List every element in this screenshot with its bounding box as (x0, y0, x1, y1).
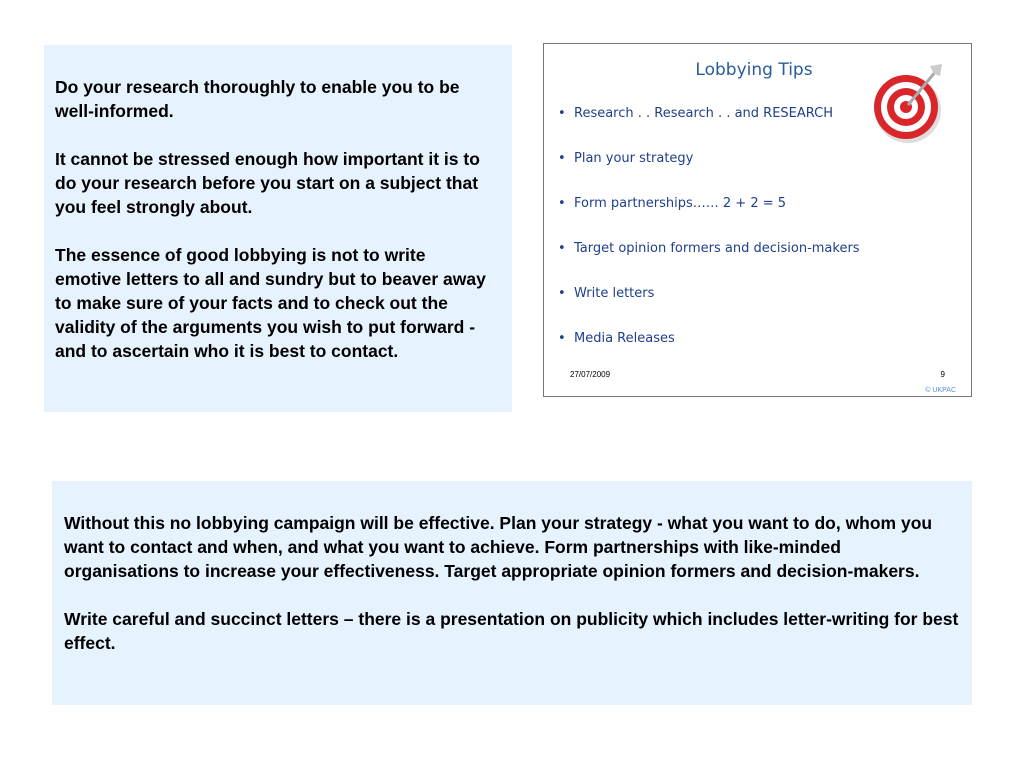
slide-bullet-list (558, 106, 860, 376)
slide-bullet-item: • Research . . Research . . and RESEARCH (558, 106, 834, 121)
target-icon (874, 62, 946, 144)
bottom-notes-box (52, 481, 972, 705)
slide-bullet-text: Media Releases (574, 331, 675, 346)
slide-bullet-text: Research . . Research . . and RESEARCH (574, 106, 834, 121)
left-paragraph-3: The essence of good lobbying is not to write emotive letters to all and sundry but to beaver away to make sure of your facts and to check out the validity of the arguments you wish to put forward - and to ascertain who it is best to contact. (55, 245, 486, 361)
slide-thumbnail (543, 43, 972, 397)
slide-bullet-item: • Form partnerships…… 2 + 2 = 5 (558, 196, 787, 211)
slide-bullet-text: Plan your strategy (574, 151, 694, 166)
slide-bullet-item: • Target opinion formers and decision-makers (558, 241, 860, 256)
slide-copyright: © UKPAC (925, 387, 956, 394)
left-notes-box (44, 45, 512, 412)
slide-title: Lobbying Tips (695, 60, 813, 80)
bottom-paragraph-1: Without this no lobbying campaign will be effective. Plan your strategy - what you want to do, whom you want to contact and when, and what you want to achieve. Form partnerships with like-minded organisations to increase your effectiveness. Target appropriate opinion formers and decision-makers. (64, 513, 933, 581)
slide-bullet-item: • Write letters (558, 286, 655, 301)
slide-page-number: 9 (940, 370, 945, 379)
slide-bullet-text: Target opinion formers and decision-makers (574, 241, 860, 256)
slide-bullet-item: • Plan your strategy (558, 151, 694, 166)
bottom-paragraph-2: Write careful and succinct letters – there is a presentation on publicity which includes letter-writing for best effect. (64, 609, 959, 653)
left-paragraph-1: Do your research thoroughly to enable you to be well-informed. (55, 77, 460, 121)
slide-bullet-item: • Media Releases (558, 331, 675, 346)
slide-bullet-text: Form partnerships…… 2 + 2 = 5 (574, 196, 787, 211)
left-paragraph-2: It cannot be stressed enough how important it is to do your research before you start on a subject that you feel strongly about. (55, 149, 480, 217)
slide-date: 27/07/2009 (570, 370, 611, 379)
slide-bullet-text: Write letters (574, 286, 655, 301)
